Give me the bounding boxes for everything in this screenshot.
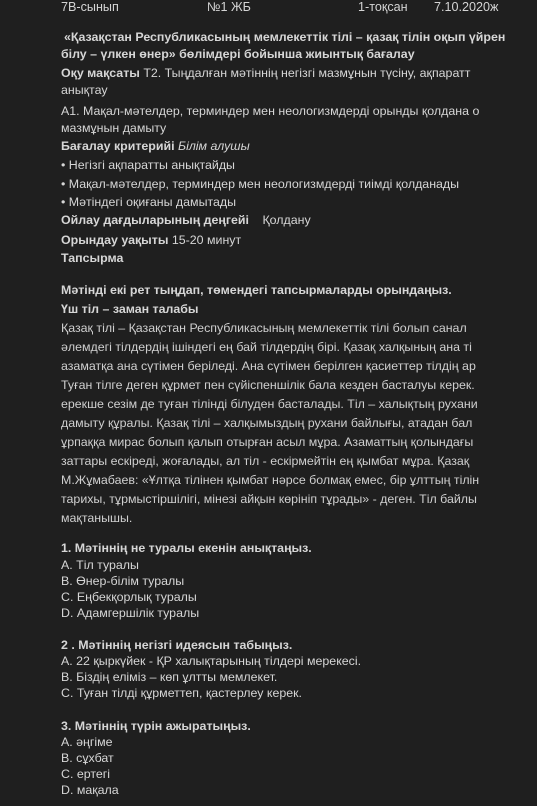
goal-text-3: А1. Мақал-мәтелдер, терминдер мен неологизмдерді орынды қолдана о: [61, 104, 480, 118]
goal-text-2: анықтау: [61, 83, 108, 97]
question-1-option: A. Тіл туралы: [61, 558, 139, 572]
date-label: 7.10.2020ж: [434, 0, 499, 14]
question-2-title: 2 . Мәтіннің негізгі идеясын табыңыз.: [61, 638, 293, 652]
question-3-option: A. әңгіме: [61, 735, 113, 749]
time-limit: [61, 233, 241, 249]
question-3-title: 3. Мәтіннің түрін ажыратыңыз.: [61, 719, 251, 733]
goal-text-4: мазмұнын дамыту: [61, 121, 167, 135]
text-line: ерекше сезім де туған тілінді білуден басталады. Тіл – халықтың рухани: [61, 397, 478, 411]
text-line: Туған тілге деген құрмет пен сүйіспеншілік бала кезден басталуы керек.: [61, 378, 475, 392]
time-value: 15-20 минут: [171, 233, 242, 247]
question-3-option: D. мақала: [61, 783, 119, 797]
criteria-item: • Мәтіндегі оқиғаны дамытады: [61, 195, 237, 209]
question-3-option: B. сұхбат: [61, 751, 114, 765]
text-line: әлемдегі тілдердің ішіндегі ең бай тілдердің бірі. Қазақ халқының ана ті: [61, 340, 472, 354]
assessment-title-line2: білу – үлкен өнер» бөлімдері бойынша жиынтық бағалау: [61, 47, 415, 61]
text-line: тарихы, тұрмыстіршілігі, мінезі айқын көрініп тұрады» - деген. Тіл байлы: [61, 492, 477, 506]
task-label: Тапсырма: [61, 251, 124, 265]
goal-text-1: Т2. Тыңдалған мәтіннің негізгі мазмұнын түсіну, ақпаратт: [143, 66, 471, 80]
question-3-option: C. ертегі: [61, 767, 111, 781]
criteria-item: • Мақал-мәтелдер, терминдер мен неологизмдерді тиімді қолданады: [61, 177, 460, 191]
text-line: дамыту құралы. Қазақ тілі – халқымыздың рухани байлығы, атадан бал: [61, 416, 473, 430]
term-label: 1-тоқсан: [358, 0, 408, 14]
text-line: азаматқа ана сүтімен беріледі. Ана сүтімен берілген қасиеттер тілдің ар: [61, 359, 476, 373]
question-2-option: A. 22 қыркүйек - ҚР халықтарының тілдері мерекесі.: [61, 654, 362, 668]
text-line: М.Жұмабаев: «Ұлтқа тілінен қымбат нәрсе болмақ емес, бір ұлттың тілін: [61, 473, 480, 487]
criteria-value: Білім алушы: [178, 139, 250, 153]
text-line: мақтанышы.: [61, 511, 133, 525]
instruction: Мәтінді екі рет тыңдап, төмендегі тапсырмаларды орындаңыз.: [61, 283, 452, 297]
criteria-item: • Негізгі ақпаратты анықтайды: [61, 158, 235, 172]
text-title: Үш тіл – заман талабы: [61, 302, 199, 316]
assessment-title-line1: «Қазақстан Республикасының мемлекеттік тілі – қазақ тілін оқып үйрен: [64, 30, 506, 44]
level-label: Ойлау дағдыларының деңгейі: [61, 213, 249, 227]
learning-goal: [61, 66, 470, 82]
question-1-option: C. Еңбекқорлық туралы: [61, 590, 197, 604]
question-1-option: D. Адамгершілік туралы: [61, 606, 200, 620]
text-line: Қазақ тілі – Қазақстан Республикасының мемлекеттік тілі болып санал: [61, 321, 467, 335]
work-number: №1 ЖБ: [207, 0, 251, 14]
grade-label: 7В-сынып: [61, 0, 119, 14]
question-1-option: B. Өнер-білім туралы: [61, 574, 185, 588]
time-label: Орындау уақыты: [61, 233, 169, 247]
question-2-option: B. Біздің еліміз – көп ұлтты мемлекет.: [61, 670, 278, 684]
text-line: ұрпаққа мирас болып қалып отырған асыл мұра. Азаматтың қолындағы: [61, 435, 474, 449]
level-value: Қолдану: [262, 213, 311, 227]
criteria: [61, 139, 250, 155]
question-1-title: 1. Мәтіннің не туралы екенін анықтаңыз.: [61, 541, 312, 555]
criteria-label: Бағалау критерийі: [61, 139, 175, 153]
question-2-option: C. Туған тілді құрметтеп, қастерлеу керек.: [61, 686, 302, 700]
text-line: заттары ескіреді, жоғалады, ал тіл - ескірмейтін ең қымбат мұра. Қазақ: [61, 454, 470, 468]
goal-label: Оқу мақсаты: [61, 66, 140, 80]
thinking-level: [61, 213, 311, 229]
